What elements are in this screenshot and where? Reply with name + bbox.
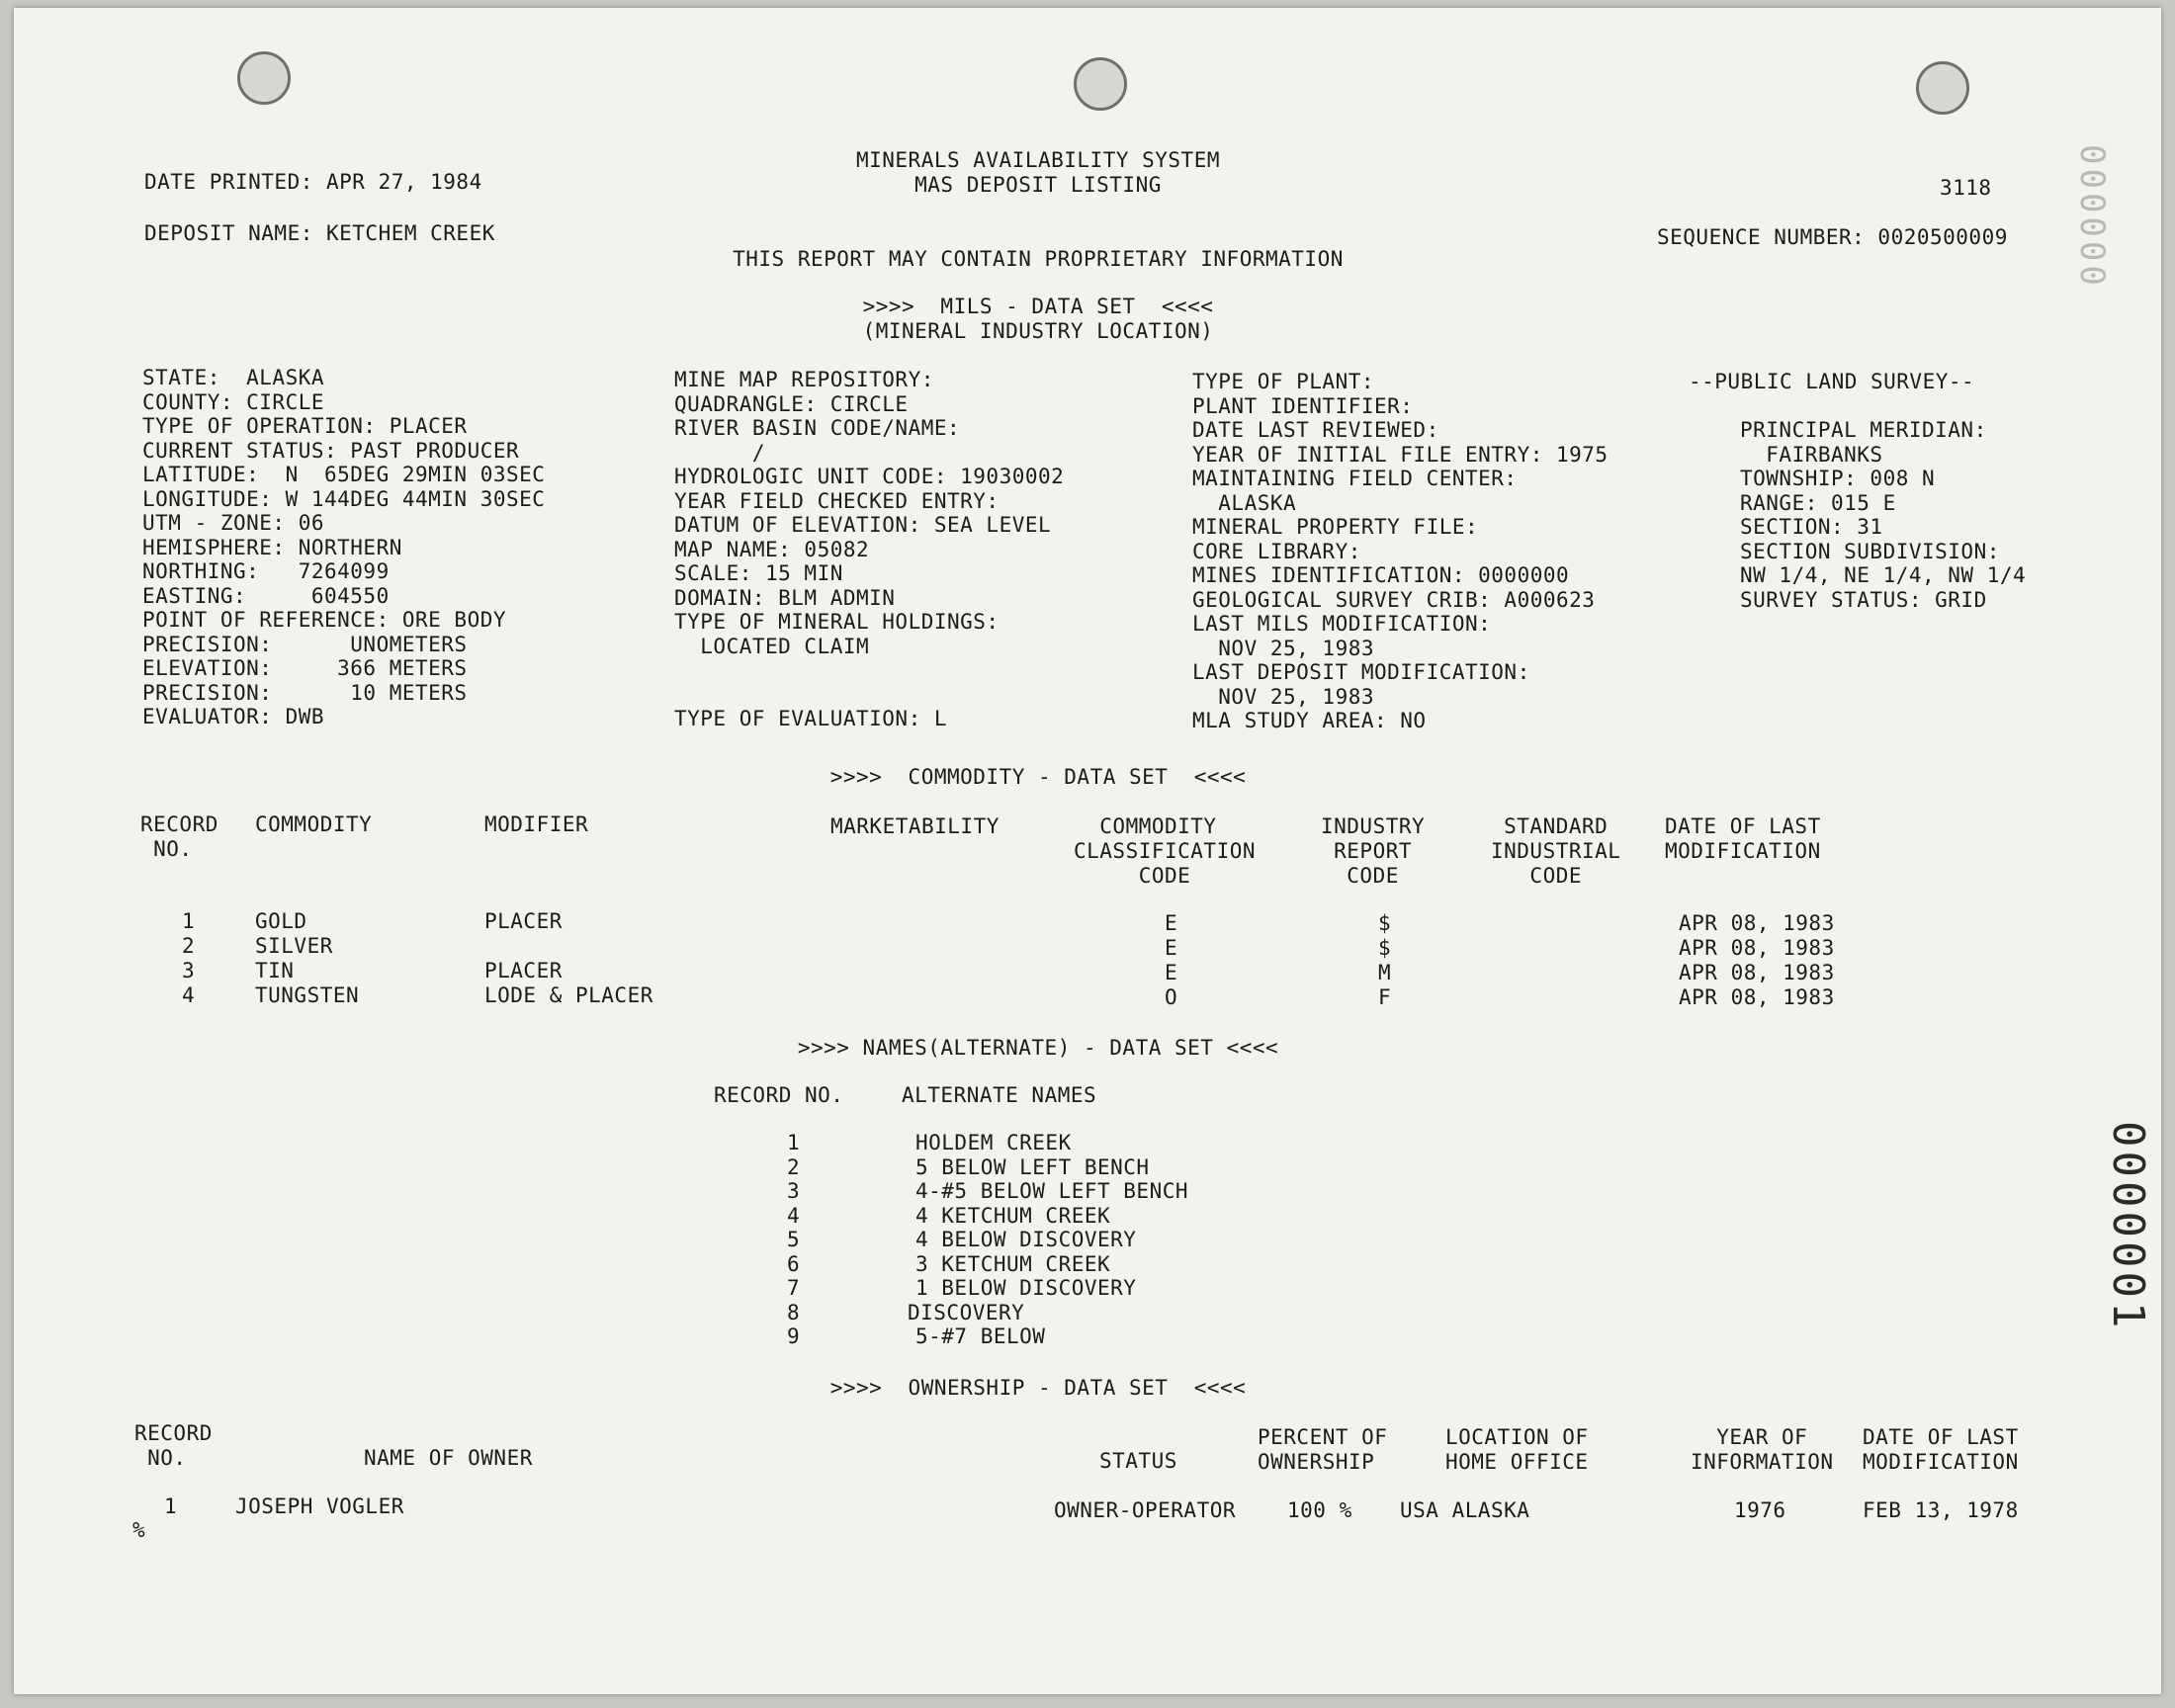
- system-title: MINERALS AVAILABILITY SYSTEM: [855, 148, 1220, 172]
- mils-field: SCALE: 15 MIN: [674, 561, 843, 585]
- cell-commodity: TUNGSTEN: [255, 983, 360, 1007]
- alternate-names-list: [908, 1131, 1189, 1349]
- own-header-year: YEAR OF INFORMATION: [1691, 1425, 1834, 1474]
- list-item: 1 BELOW DISCOVERY: [915, 1276, 1137, 1300]
- survey-field: FAIRBANKS: [1740, 442, 1883, 467]
- own-cell-percent: 100 %: [1287, 1498, 1352, 1522]
- names-header-record: RECORD NO.: [714, 1083, 844, 1107]
- mils-field: DATUM OF ELEVATION: SEA LEVEL: [674, 513, 1052, 537]
- cell-classification: E: [1165, 961, 1178, 984]
- mils-field: MINES IDENTIFICATION: 0000000: [1192, 563, 1570, 587]
- cell-classification: O: [1165, 985, 1178, 1009]
- own-cell-location: USA ALASKA: [1400, 1498, 1530, 1522]
- mils-field: TYPE OF EVALUATION: L: [674, 707, 948, 730]
- mils-map-column: [674, 368, 1064, 731]
- mils-location-column: [142, 366, 545, 729]
- mils-field: ALASKA: [1192, 490, 1297, 515]
- survey-field: SECTION SUBDIVISION:: [1740, 539, 2000, 563]
- survey-field: TOWNSHIP: 008 N: [1740, 467, 1936, 490]
- mils-subheading: (MINERAL INDUSTRY LOCATION): [862, 319, 1214, 343]
- list-item: 4: [787, 1203, 801, 1228]
- own-header-record: RECORD NO.: [134, 1421, 213, 1470]
- cell-modifier: PLACER: [484, 909, 563, 933]
- own-header-status: STATUS: [1099, 1449, 1177, 1473]
- ownership-heading: >>>> OWNERSHIP - DATA SET <<<<: [829, 1376, 1247, 1400]
- list-item: 5: [787, 1228, 801, 1251]
- mils-field: MAINTAINING FIELD CENTER:: [1192, 467, 1518, 490]
- cell-record-no: 2: [182, 934, 196, 958]
- list-item: 4 KETCHUM CREEK: [915, 1203, 1111, 1228]
- list-item: 8: [787, 1300, 801, 1324]
- names-header-names: ALTERNATE NAMES: [902, 1083, 1097, 1107]
- cell-industry: M: [1378, 961, 1392, 984]
- mils-field: LAST DEPOSIT MODIFICATION:: [1192, 660, 1530, 684]
- report-sheet: [14, 8, 2161, 1694]
- cell-industry: $: [1378, 936, 1392, 960]
- cell-date: APR 08, 1983: [1679, 936, 1835, 960]
- list-item: 7: [787, 1276, 801, 1300]
- margin-stamp-top: 000000: [2072, 144, 2112, 290]
- cell-classification: E: [1165, 936, 1178, 960]
- cell-record-no: 1: [182, 909, 196, 933]
- survey-field: NW 1/4, NE 1/4, NW 1/4: [1740, 563, 2027, 587]
- mils-field: MINE MAP REPOSITORY:: [674, 368, 934, 391]
- list-item: HOLDEM CREEK: [915, 1131, 1072, 1154]
- commodity-heading: >>>> COMMODITY - DATA SET <<<<: [829, 765, 1247, 789]
- mils-field: TYPE OF MINERAL HOLDINGS:: [674, 610, 1000, 634]
- mils-field: DOMAIN: BLM ADMIN: [674, 585, 896, 610]
- ownership-footnote: %: [132, 1518, 146, 1542]
- mils-field: NOV 25, 1983: [1192, 636, 1375, 660]
- mils-field: MAP NAME: 05082: [674, 537, 870, 561]
- survey-field: [1689, 394, 2026, 419]
- mils-field: POINT OF REFERENCE: ORE BODY: [142, 608, 507, 632]
- col-header-commodity: COMMODITY: [255, 812, 373, 836]
- mils-field: DATE LAST REVIEWED:: [1192, 418, 1439, 442]
- mils-field: TYPE OF PLANT:: [1192, 370, 1375, 393]
- mils-field: LONGITUDE: W 144DEG 44MIN 30SEC: [142, 486, 546, 511]
- own-header-percent: PERCENT OF OWNERSHIP: [1258, 1425, 1388, 1474]
- mils-field: COUNTY: CIRCLE: [142, 389, 325, 414]
- own-cell-record-no: 1: [164, 1494, 178, 1518]
- col-header-record: RECORD NO.: [140, 812, 218, 861]
- cell-modifier: PLACER: [484, 959, 563, 982]
- cell-record-no: 3: [182, 959, 196, 982]
- mils-field: PLANT IDENTIFIER:: [1192, 393, 1414, 418]
- mils-field: [674, 658, 1064, 683]
- list-item: 3: [787, 1179, 801, 1203]
- col-header-classification: COMMODITY CLASSIFICATION CODE: [1074, 814, 1257, 888]
- list-item: 1: [787, 1131, 801, 1154]
- listing-title: MAS DEPOSIT LISTING: [914, 173, 1162, 197]
- list-item: 4 BELOW DISCOVERY: [915, 1228, 1137, 1251]
- cell-record-no: 4: [182, 983, 196, 1007]
- own-cell-status: OWNER-OPERATOR: [1054, 1498, 1237, 1522]
- mils-field: NOV 25, 1983: [1192, 684, 1375, 709]
- alternate-names-numbers: [787, 1131, 800, 1349]
- sequence-number: SEQUENCE NUMBER: 0020500009: [1657, 225, 2008, 249]
- own-header-name: NAME OF OWNER: [364, 1446, 533, 1470]
- cell-modifier: LODE & PLACER: [484, 983, 653, 1007]
- list-item: 5-#7 BELOW: [915, 1324, 1046, 1348]
- own-cell-date: FEB 13, 1978: [1863, 1498, 2019, 1522]
- mils-field: CURRENT STATUS: PAST PRODUCER: [142, 438, 520, 463]
- cell-industry: $: [1378, 911, 1392, 935]
- punch-hole-center: [1074, 57, 1127, 111]
- col-header-industry: INDUSTRY REPORT CODE: [1321, 814, 1426, 888]
- deposit-name: DEPOSIT NAME: KETCHEM CREEK: [144, 221, 495, 245]
- survey-field: SURVEY STATUS: GRID: [1740, 587, 1987, 612]
- list-item: 3 KETCHUM CREEK: [915, 1251, 1111, 1276]
- mils-field: QUADRANGLE: CIRCLE: [674, 391, 909, 416]
- cell-date: APR 08, 1983: [1679, 961, 1835, 984]
- mils-field: HEMISPHERE: NORTHERN: [142, 535, 402, 559]
- mils-field: PRECISION: 10 METERS: [142, 680, 468, 705]
- mils-plant-column: [1192, 370, 1609, 733]
- margin-stamp-right: 0000001: [2103, 1121, 2153, 1332]
- own-header-date: DATE OF LAST MODIFICATION: [1863, 1425, 2019, 1474]
- cell-commodity: GOLD: [255, 909, 307, 933]
- mils-field: /: [674, 440, 766, 465]
- mils-field: EASTING: 604550: [142, 583, 390, 608]
- mils-field: [674, 683, 1064, 708]
- public-land-survey-column: [1689, 370, 2026, 612]
- own-cell-name: JOSEPH VOGLER: [235, 1494, 404, 1518]
- mils-field: LOCATED CLAIM: [674, 634, 870, 658]
- cell-classification: E: [1165, 911, 1178, 935]
- punch-hole-right: [1916, 61, 1969, 115]
- list-item: 5 BELOW LEFT BENCH: [915, 1154, 1150, 1179]
- mils-field: RIVER BASIN CODE/NAME:: [674, 416, 961, 440]
- mils-field: YEAR FIELD CHECKED ENTRY:: [674, 488, 1000, 513]
- list-item: DISCOVERY: [908, 1300, 1025, 1324]
- list-item: 9: [787, 1324, 801, 1348]
- mils-field: LATITUDE: N 65DEG 29MIN 03SEC: [142, 463, 546, 486]
- mils-field: CORE LIBRARY:: [1192, 539, 1361, 563]
- list-item: 6: [787, 1251, 801, 1276]
- col-header-modifier: MODIFIER: [484, 812, 589, 836]
- mils-field: GEOLOGICAL SURVEY CRIB: A000623: [1192, 587, 1596, 612]
- survey-field: PRINCIPAL MERIDIAN:: [1740, 418, 1987, 442]
- mils-field: EVALUATOR: DWB: [142, 705, 325, 728]
- list-item: 4-#5 BELOW LEFT BENCH: [915, 1179, 1189, 1203]
- date-printed: DATE PRINTED: APR 27, 1984: [144, 170, 482, 194]
- mils-field: MLA STUDY AREA: NO: [1192, 709, 1427, 732]
- mils-field: UTM - ZONE: 06: [142, 511, 325, 535]
- punch-hole-left: [237, 51, 291, 105]
- mils-field: MINERAL PROPERTY FILE:: [1192, 515, 1479, 539]
- mils-field: PRECISION: UNOMETERS: [142, 632, 468, 656]
- mils-field: TYPE OF OPERATION: PLACER: [142, 414, 468, 438]
- names-heading: >>>> NAMES(ALTERNATE) - DATA SET <<<<: [797, 1036, 1279, 1060]
- mils-field: LAST MILS MODIFICATION:: [1192, 612, 1492, 636]
- own-header-location: LOCATION OF HOME OFFICE: [1445, 1425, 1589, 1474]
- cell-date: APR 08, 1983: [1679, 911, 1835, 935]
- mils-heading: >>>> MILS - DATA SET <<<<: [862, 295, 1214, 318]
- col-header-sic: STANDARD INDUSTRIAL CODE: [1491, 814, 1621, 888]
- col-header-date: DATE OF LAST MODIFICATION: [1665, 814, 1821, 863]
- survey-field: RANGE: 015 E: [1740, 490, 1896, 515]
- mils-field: NORTHING: 7264099: [142, 559, 390, 583]
- mils-field: ELEVATION: 366 METERS: [142, 656, 468, 680]
- cell-date: APR 08, 1983: [1679, 985, 1835, 1009]
- mils-field: STATE: ALASKA: [142, 366, 325, 389]
- proprietary-notice: THIS REPORT MAY CONTAIN PROPRIETARY INFORMATION: [733, 247, 1344, 271]
- own-cell-year: 1976: [1734, 1498, 1786, 1522]
- survey-field: --PUBLIC LAND SURVEY--: [1689, 370, 1975, 393]
- mils-field: HYDROLOGIC UNIT CODE: 19030002: [674, 465, 1065, 488]
- list-item: 2: [787, 1154, 801, 1179]
- cell-commodity: TIN: [255, 959, 295, 982]
- cell-industry: F: [1378, 985, 1392, 1009]
- col-header-marketability: MARKETABILITY: [830, 814, 1000, 838]
- cell-commodity: SILVER: [255, 934, 333, 958]
- mils-field: YEAR OF INITIAL FILE ENTRY: 1975: [1192, 442, 1609, 467]
- page-code: 3118: [1940, 176, 1992, 200]
- survey-field: SECTION: 31: [1740, 515, 1883, 539]
